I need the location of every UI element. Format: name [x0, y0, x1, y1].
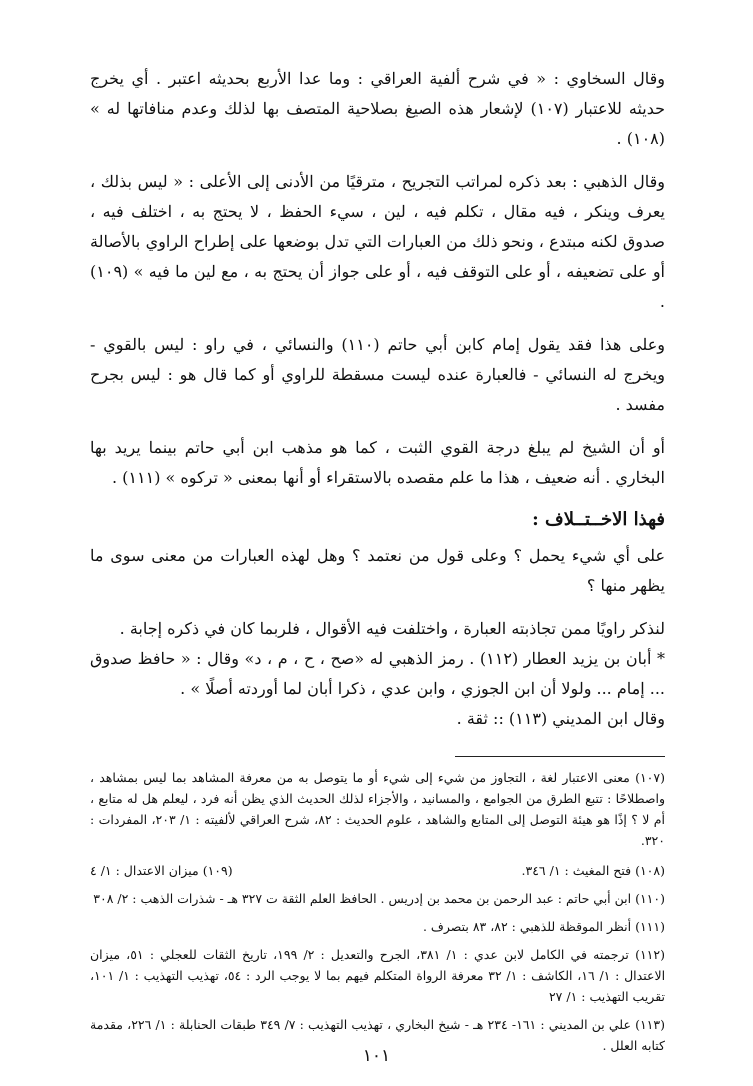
footnote-112: (١١٢) ترجمته في الكامل لابن عدي : ١/ ٣٨١، الجرح والتعديل : ٢/ ١٩٩، تاريخ الثقات للعجلي : ٥١، ميزان الاعتدال : ١/ ١٦، الكاشف : ١/ ٣٢ معرفة الرواة المتكلم فيهم بما لا يوجب الرد : ٥٤، تهذيب التهذيب : ١/ ١٠١، تقريب التهذيب : ١/ ٢٧	[90, 947, 666, 1004]
footnote-108: (١٠٨) فتح المغيث : ١/ ٣٤٦.	[521, 863, 665, 878]
paragraph-narrator-intro: لنذكر راويًا ممن تجاذبته العبارة ، واختلفت فيه الأقوال ، فلربما كان في ذكره إجابة .	[119, 619, 665, 638]
paragraph-ibn-abi-hatim: وعلى هذا فقد يقول إمام كابن أبي حاتم (١١٠) والنسائي ، في راو : ليس بالقوي - ويخرج له النسائي - فالعبارة عنده ليست مسقطة للراوي أو كما قال هو : ليس بجرح مفسد .	[90, 335, 665, 414]
footnote-107: (١٠٧) معنى الاعتبار لغة ، التجاوز من شيء إلى شيء أو ما يتوصل به من معرفة المشاهد بما ليس بمشاهد ، واصطلاحًا : تتبع الطرق من الجوامع ، والمسانيد ، والأجزاء لذلك الحديث الذي يظن أنه فرد ، ليعلم هل له متابع ، أم لا ؟ إذًا هو هيئة التوصل إلى المتابع والشاهد ، علوم الحديث : ٨٢، شرح العراقي لألفيته : ١/ ٢٠٣، المفردات : ٣٢٠.	[90, 770, 665, 848]
main-text	[90, 64, 665, 734]
paragraph-bukhari: أو أن الشيخ لم يبلغ درجة القوي الثبت ، كما هو مذهب ابن أبي حاتم بينما يريد بها البخاري . أنه ضعيف ، هذا ما علم مقصده بالاستقراء أو أنها بمعنى « تركوه » (١١١) .	[90, 438, 665, 487]
footnote-divider	[455, 756, 665, 757]
footnote-110: (١١٠) ابن أبي حاتم : عبد الرحمن بن محمد بن إدريس . الحافظ العلم الثقة ت ٣٢٧ هـ - شذرات الذهب : ٢/ ٣٠٨	[93, 891, 665, 906]
footnote-109: (١٠٩) ميزان الاعتدال : ١/ ٤	[90, 863, 233, 878]
section-heading: فهذا الاخــتــلاف :	[532, 509, 665, 530]
footnote-113: (١١٣) علي بن المديني : ١٦١- ٢٣٤ هـ - شيخ البخاري ، تهذيب التهذيب : ٧/ ٣٤٩ طبقات الحنابلة : ١/ ٢٢٦، مقدمة كتابه العلل .	[90, 1017, 665, 1053]
page-number: ١٠١	[362, 1046, 391, 1066]
paragraph-questions: على أي شيء يحمل ؟ وعلى قول من نعتمد ؟ وهل لهذه العبارات من معنى سوى ما يظهر منها ؟	[90, 546, 665, 595]
footnote-row-108-109	[90, 860, 665, 881]
footnote-111: (١١١) أنظر الموقظة للذهبي : ٨٢، ٨٣ بتصرف .	[422, 919, 665, 934]
paragraph-sakhawi: وقال السخاوي : « في شرح ألفية العراقي : وما عدا الأربع بحديثه اعتبر . أي يخرج حديثه للاعتبار (١٠٧) لإشعار هذه الصيغ بصلاحية المتصف بها لذلك وعدم منافاتها له » (١٠٨) .	[90, 69, 665, 148]
paragraph-dhahabi: وقال الذهبي : بعد ذكره لمراتب التجريح ، مترقيًا من الأدنى إلى الأعلى : « ليس بذلك ، يعرف وينكر ، فيه مقال ، تكلم فيه ، لين ، سيء الحفظ ، لا يحتج به ، اختلف فيه ، صدوق لكنه مبتدع ، ونحو ذلك من العبارات التي تدل بوضعها على إطراح الراوي بالأصالة أو على تضعيفه ، أو على التوقف فيه ، أو على جواز أن يحتج به ، مع لين ما فيه » (١٠٩) .	[90, 172, 665, 311]
paragraph-aban: * أبان بن يزيد العطار (١١٢) . رمز الذهبي له «صح ، ح ، م ، د» وقال : « حافظ صدوق ... إمام ... ولولا أن ابن الجوزي ، وابن عدي ، ذكرا أبان لما أوردته أصلًا » .	[90, 649, 665, 698]
footnotes	[90, 767, 665, 1056]
paragraph-ibn-madini: وقال ابن المديني (١١٣) :: ثقة .	[456, 709, 665, 728]
